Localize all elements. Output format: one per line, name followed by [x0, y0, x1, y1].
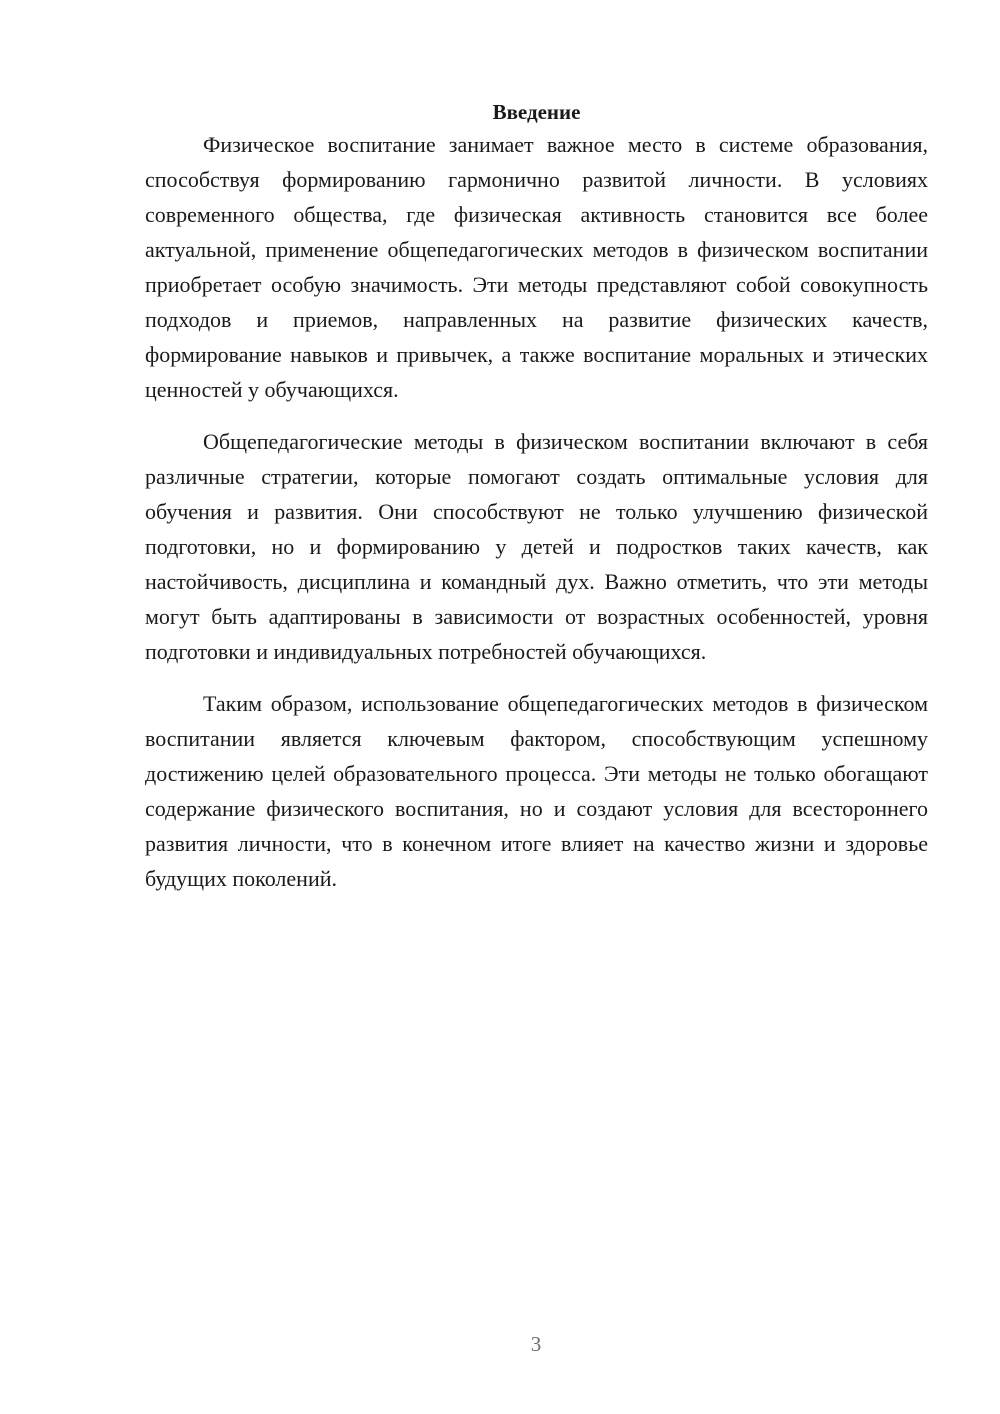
- paragraph-1: Физическое воспитание занимает важное место в системе образования, способствуя формированию гармонично развитой личности. В условиях современного общества, где физическая активность становится все более актуальной, применение общепедагогических методов в физическом воспитании приобретает особую значимость. Эти методы представляют собой совокупность подходов и приемов, направленных на развитие физических качеств, формирование навыков и привычек, а также воспитание моральных и этических ценностей у обучающихся.: [145, 132, 928, 402]
- paragraph-3: Таким образом, использование общепедагогических методов в физическом воспитании является ключевым фактором, способствующим успешному достижению целей образовательного процесса. Эти методы не только обогащают содержание физического воспитания, но и создают условия для всестороннего развития личности, что в конечном итоге влияет на качество жизни и здоровье будущих поколений.: [145, 691, 928, 891]
- paragraph-2: Общепедагогические методы в физическом воспитании включают в себя различные стратегии, которые помогают создать оптимальные условия для обучения и развития. Они способствуют не только улучшению физической подготовки, но и формированию у детей и подростков таких качеств, как настойчивость, дисциплина и командный дух. Важно отметить, что эти методы могут быть адаптированы в зависимости от возрастных особенностей, уровня подготовки и индивидуальных потребностей обучающихся.: [145, 429, 928, 664]
- section-title: Введение: [492, 100, 581, 124]
- document-body: [145, 97, 928, 896]
- page-number: 3: [530, 1332, 542, 1356]
